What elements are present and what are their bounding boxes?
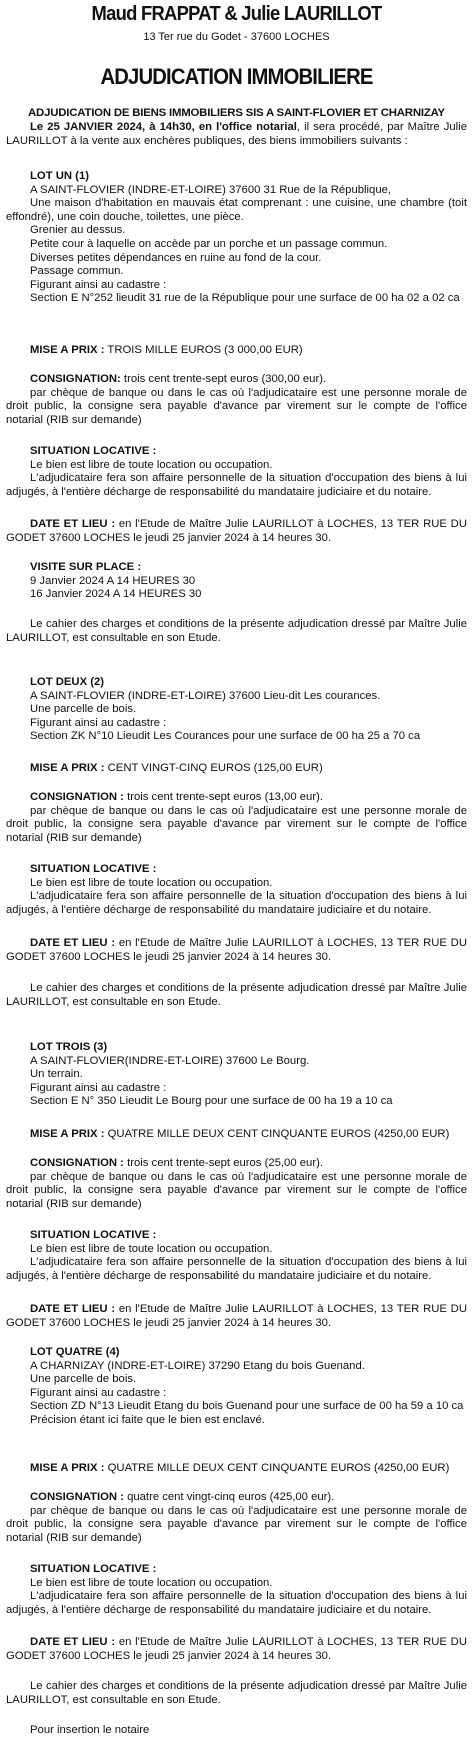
lot-1-situation-2: L'adjudicataire fera son affaire personnelle de la situation d'occupation des biens à lui adjugés, à l'entière décharge de responsabilité du mandataire judiciaire et du notaire. <box>6 472 467 498</box>
lot-1-consig-value: trois cent trente-sept euros (300,00 eur). <box>120 373 327 385</box>
lot-1-price-label: MISE A PRIX : <box>30 344 105 356</box>
lot-2-location: A SAINT-FLOVIER (INDRE-ET-LOIRE) 37600 Lieu-dit Les courances. <box>30 689 381 702</box>
lot-3-date <box>6 1303 467 1330</box>
notice-title: ADJUDICATION IMMOBILIERE <box>100 64 373 89</box>
lot-1-date-value: en l'Etude de Maître Julie LAURILLOT à LOCHES, 13 TER RUE DU GODET 37600 LOCHES le jeudi 25 janvier 2024 à 14 heures 30. <box>6 518 467 544</box>
lot-3-cadastre-label: Figurant ainsi au cadastre : <box>30 1081 167 1094</box>
lot-1-cadastre: Section E N°252 lieudit 31 rue de la République pour une surface de 00 ha 02 a 02 ca <box>30 292 460 305</box>
lot-4-date-label: DATE ET LIEU : <box>30 1636 116 1648</box>
lot-1-consignation <box>6 373 467 427</box>
lot-3-situation <box>6 1229 467 1283</box>
lot-2-date <box>6 937 467 964</box>
intro-paragraph <box>6 121 467 148</box>
lot-2-cahier: Le cahier des charges et conditions de la présente adjudication dressé par Maître Julie LAURILLOT, est consultable en son Etude. <box>6 982 467 1008</box>
lot-1-price <box>30 344 473 358</box>
lot-4-price <box>30 1462 473 1476</box>
lot-4-price-label: MISE A PRIX : <box>30 1462 105 1474</box>
lot-2-description <box>6 676 467 744</box>
lot-4-cadastre: Section ZD N°13 Lieudit Etang du bois Guenand pour une surface de 00 ha 59 a 10 ca <box>30 1400 464 1413</box>
lot-3-cadastre: Section E N° 350 Lieudit Le Bourg pour une surface de 00 ha 19 a 10 ca <box>30 1095 393 1108</box>
lot-4-cadastre-label: Figurant ainsi au cadastre : <box>30 1386 167 1399</box>
lot-1-situation-label: SITUATION LOCATIVE : <box>30 445 157 457</box>
lot-2-situation-2: L'adjudicataire fera son affaire personnelle de la situation d'occupation des biens à lui adjugés, à l'entière décharge de responsabilité du mandataire judiciaire et du notaire. <box>6 890 467 916</box>
lot-4-situation-label: SITUATION LOCATIVE : <box>30 1563 157 1575</box>
lot-4-price-value: QUATRE MILLE DEUX CENT CINQUANTE EUROS (4250,00 EUR) <box>104 1462 450 1474</box>
lot-4-precision: Précision étant ici faite que le bien est enclavé. <box>30 1413 265 1426</box>
lot-3-situation-label: SITUATION LOCATIVE : <box>30 1229 157 1241</box>
lot-1-cadastre-label: Figurant ainsi au cadastre : <box>30 278 167 291</box>
lot-1-cheque: par chèque de banque ou dans le cas où l'adjudicataire est une personne morale de droit public, la consigne sera payable d'avance par virement sur le compte de l'office notarial (RIB sur demande) <box>6 386 467 426</box>
lot-1-line5: Diverses petites dépendances en ruine au fond de la cour. <box>30 251 322 264</box>
lot-1-line6: Passage commun. <box>30 265 124 278</box>
lot-2-situation <box>6 863 467 917</box>
lot-1-title: LOT UN (1) <box>30 170 89 182</box>
lot-4-description <box>6 1346 467 1428</box>
lot-1-cahier: Le cahier des charges et conditions de la présente adjudication dressé par Maître Julie LAURILLOT, est consultable en son Etude. <box>6 618 467 644</box>
lot-1-situation <box>6 445 467 499</box>
lot-2-situation-label: SITUATION LOCATIVE : <box>30 863 157 875</box>
signature-line: Pour insertion le notaire <box>30 1724 150 1736</box>
lot-3-price-value: QUATRE MILLE DEUX CENT CINQUANTE EUROS (4250,00 EUR) <box>104 1128 450 1140</box>
lot-2-cheque: par chèque de banque ou dans le cas où l'adjudicataire est une personne morale de droit public, la consigne sera payable d'avance par virement sur le compte de l'office notarial (RIB sur demande) <box>6 804 467 844</box>
lot-1-line4: Petite cour à laquelle on accède par un porche et un passage commun. <box>30 237 388 250</box>
lot-3-date-label: DATE ET LIEU : <box>30 1303 116 1315</box>
notary-names: Maud FRAPPAT & Julie LAURILLOT <box>91 3 382 25</box>
lot-2-title: LOT DEUX (2) <box>30 676 105 688</box>
lot-3-line2: Un terrain. <box>30 1068 83 1081</box>
lot-1-visit-label: VISITE SUR PLACE : <box>30 561 142 573</box>
lot-1-price-value: TROIS MILLE EUROS (3 000,00 EUR) <box>104 344 303 356</box>
lot-1-situation-1: Le bien est libre de toute location ou occupation. <box>30 458 273 471</box>
lot-3-price <box>30 1128 473 1142</box>
lot-4-line2: Une parcelle de bois. <box>30 1373 137 1386</box>
lot-4-location: A CHARNIZAY (INDRE-ET-LOIRE) 37290 Etang du bois Guenand. <box>30 1359 365 1372</box>
lot-2-date-value: en l'Etude de Maître Julie LAURILLOT à LOCHES, 13 TER RUE DU GODET 37600 LOCHES le jeudi 25 janvier 2024 à 14 heures 30. <box>6 937 467 963</box>
lot-1-description <box>6 170 467 306</box>
lot-3-consignation <box>6 1157 467 1211</box>
lot-2-price-value: CENT VINGT-CINQ EUROS (125,00 EUR) <box>104 762 323 774</box>
lot-1-consig-label: CONSIGNATION: <box>30 373 121 385</box>
lot-4-situation-1: Le bien est libre de toute location ou occupation. <box>30 1576 273 1589</box>
intro-bold: Le 25 JANVIER 2024, à 14h30, en l'office notarial <box>30 121 297 133</box>
lot-3-title: LOT TROIS (3) <box>30 1041 108 1053</box>
lot-1-visit-2: 16 Janvier 2024 A 14 HEURES 30 <box>30 588 202 601</box>
lot-2-price <box>30 762 473 776</box>
lot-1-date-label: DATE ET LIEU : <box>30 518 116 530</box>
lot-4-title: LOT QUATRE (4) <box>30 1346 120 1358</box>
lot-4-cahier: Le cahier des charges et conditions de la présente adjudication dressé par Maître Julie LAURILLOT, est consultable en son Etude. <box>6 1680 467 1706</box>
lot-1-location: A SAINT-FLOVIER (INDRE-ET-LOIRE) 37600 31 Rue de la République, <box>30 183 392 196</box>
lot-2-cadastre: Section ZK N°10 Lieudit Les Courances pour une surface de 00 ha 25 a 70 ca <box>30 730 421 743</box>
lot-3-consig-value: trois cent trente-sept euros (25,00 eur). <box>123 1157 323 1169</box>
lot-4-situation <box>6 1563 467 1617</box>
notice-subtitle: ADJUDICATION DE BIENS IMMOBILIERS SIS A SAINT-FLOVIER ET CHARNIZAY <box>28 107 445 119</box>
lot-2-consignation <box>6 791 467 845</box>
lot-3-situation-1: Le bien est libre de toute location ou occupation. <box>30 1242 273 1255</box>
lot-3-location: A SAINT-FLOVIER(INDRE-ET-LOIRE) 37600 Le Bourg. <box>30 1054 310 1067</box>
lot-4-consignation <box>6 1491 467 1545</box>
lot-4-cheque: par chèque de banque ou dans le cas où l'adjudicataire est une personne morale de droit public, la consigne sera payable d'avance par virement sur le compte de l'office notarial (RIB sur demande) <box>6 1504 467 1544</box>
lot-1-property: Une maison d'habitation en mauvais état comprenant : une cuisine, une chambre (toit effondré), une coin douche, toilettes, une pièce. <box>6 197 467 223</box>
lot-1-date <box>6 518 467 545</box>
lot-3-cheque: par chèque de banque ou dans le cas où l'adjudicataire est une personne morale de droit public, la consigne sera payable d'avance par virement sur le compte de l'office notarial (RIB sur demande) <box>6 1170 467 1210</box>
lot-4-consig-label: CONSIGNATION : <box>30 1491 124 1503</box>
lot-3-date-value: en l'Etude de Maître Julie LAURILLOT à LOCHES, 13 TER RUE DU GODET 37600 LOCHES le jeudi 25 janvier 2024 à 14 heures 30. <box>6 1303 467 1329</box>
lot-2-line2: Une parcelle de bois. <box>30 703 137 716</box>
lot-2-cadastre-label: Figurant ainsi au cadastre : <box>30 716 167 729</box>
notary-address: 13 Ter rue du Godet - 37600 LOCHES <box>143 31 330 43</box>
lot-2-consig-label: CONSIGNATION : <box>30 791 124 803</box>
lot-4-date <box>6 1636 467 1663</box>
lot-2-date-label: DATE ET LIEU : <box>30 937 116 949</box>
lot-2-consig-value: trois cent trente-sept euros (13,00 eur). <box>123 791 323 803</box>
lot-3-consig-label: CONSIGNATION : <box>30 1157 124 1169</box>
lot-2-price-label: MISE A PRIX : <box>30 762 105 774</box>
lot-3-description <box>6 1041 467 1109</box>
lot-1-visit <box>30 561 473 602</box>
lot-3-situation-2: L'adjudicataire fera son affaire personnelle de la situation d'occupation des biens à lui adjugés, à l'entière décharge de responsabilité du mandataire judiciaire et du notaire. <box>6 1256 467 1282</box>
lot-2-situation-1: Le bien est libre de toute location ou occupation. <box>30 876 273 889</box>
lot-1-line3: Grenier au dessus. <box>30 224 126 237</box>
lot-1-visit-1: 9 Janvier 2024 A 14 HEURES 30 <box>30 574 196 587</box>
lot-3-price-label: MISE A PRIX : <box>30 1128 105 1140</box>
lot-4-situation-2: L'adjudicataire fera son affaire personnelle de la situation d'occupation des biens à lui adjugés, à l'entière décharge de responsabilité du mandataire judiciaire et du notaire. <box>6 1590 467 1616</box>
lot-4-consig-value: quatre cent vingt-cinq euros (425,00 eur). <box>123 1491 335 1503</box>
intro-text: , il sera procédé, par Maître Julie LAURILLOT à la vente aux enchères publiques, des biens immobiliers suivants : <box>6 121 467 147</box>
lot-4-date-value: en l'Etude de Maître Julie LAURILLOT à LOCHES, 13 TER RUE DU GODET 37600 LOCHES le jeudi 25 janvier 2024 à 14 heures 30. <box>6 1636 467 1662</box>
